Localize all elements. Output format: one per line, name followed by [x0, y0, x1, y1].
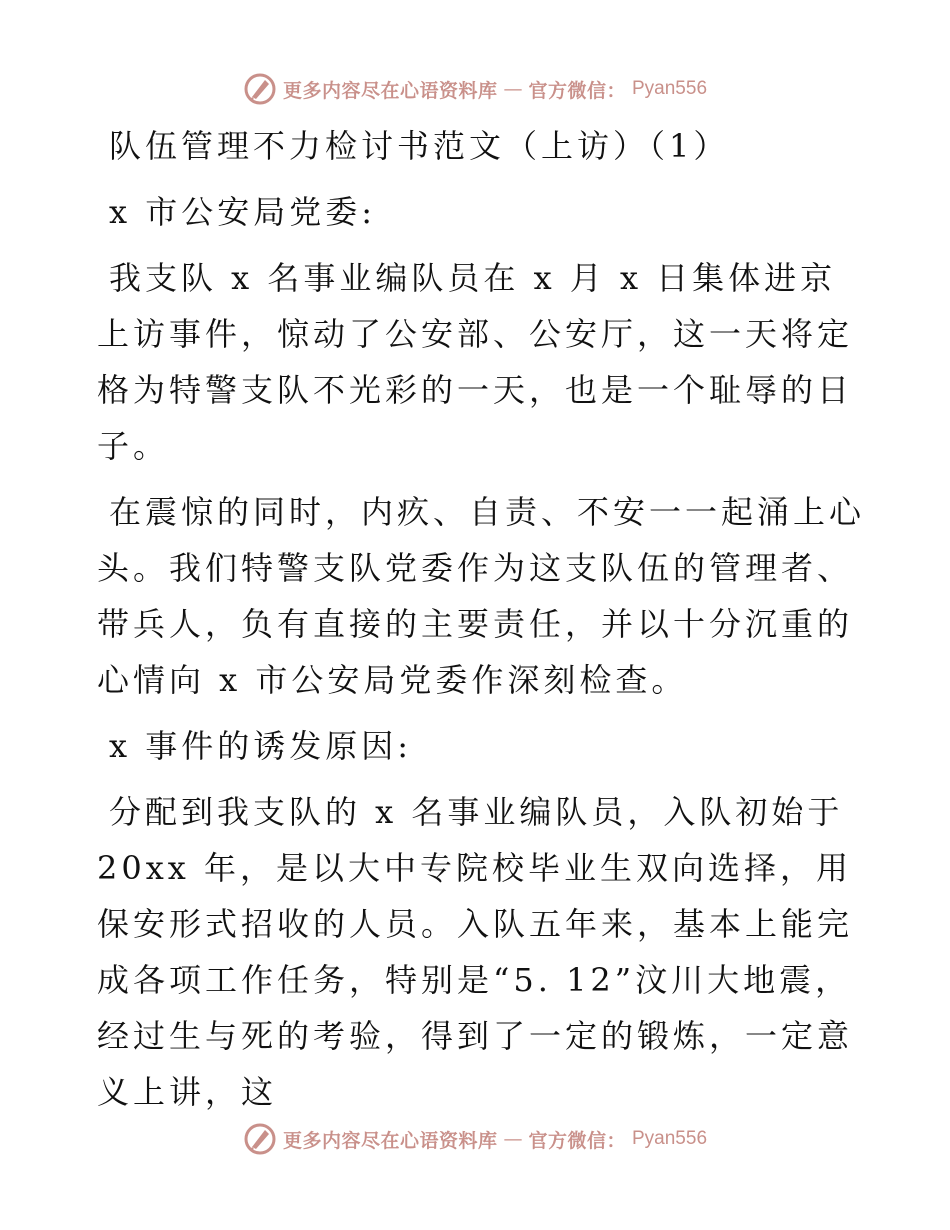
document-paragraph: x 事件的诱发原因:: [109, 727, 413, 765]
document-paragraph: 我支队 x 名事业编队员在 x 月 x 日集体进京上访事件，惊动了公安部、公安厅，这一天将定格为特警支队不光彩的一天，也是一个耻辱的日子。: [97, 259, 854, 465]
watermark-separator: —: [503, 1128, 523, 1150]
watermark-cn-text: 更多内容尽在心语资料库: [282, 79, 498, 102]
document-paragraph: 分配到我支队的 x 名事业编队员，入队初始于 20xx 年，是以大中专院校毕业生双向选择，用保安形式招收的人员。入队五年来，基本上能完成各项工作任务，特别是“5. 12”汶川大地震，经过生与死的考验，得到了一定的锻炼，一定意义上讲，这: [97, 793, 854, 1111]
watermark-inner: [243, 72, 707, 106]
watermark-wechat-label: 官方微信：: [528, 1129, 626, 1152]
watermark-wechat-id: Pyan556: [632, 78, 708, 99]
document-paragraph: 在震惊的同时，内疚、自责、不安一一起涌上心头。我们特警支队党委作为这支队伍的管理者、带兵人，负有直接的主要责任，并以十分沉重的心情向 x 市公安局党委作深刻检查。: [97, 493, 866, 699]
watermark-inner: [243, 1122, 707, 1156]
watermark-wechat-id: Pyan556: [632, 1128, 708, 1149]
quill-logo-icon: [243, 1122, 277, 1156]
document-body: [97, 118, 867, 1130]
quill-logo-icon: [243, 72, 277, 106]
watermark-cn-text: 更多内容尽在心语资料库: [282, 1129, 498, 1152]
watermark-wechat-label: 官方微信：: [528, 79, 626, 102]
document-title: 队伍管理不力检讨书范文（上访）（1）: [109, 127, 730, 165]
watermark-separator: —: [503, 78, 523, 100]
footer-watermark: [0, 1122, 950, 1160]
document-paragraph: x 市公安局党委:: [109, 193, 377, 231]
header-watermark: [0, 72, 950, 110]
